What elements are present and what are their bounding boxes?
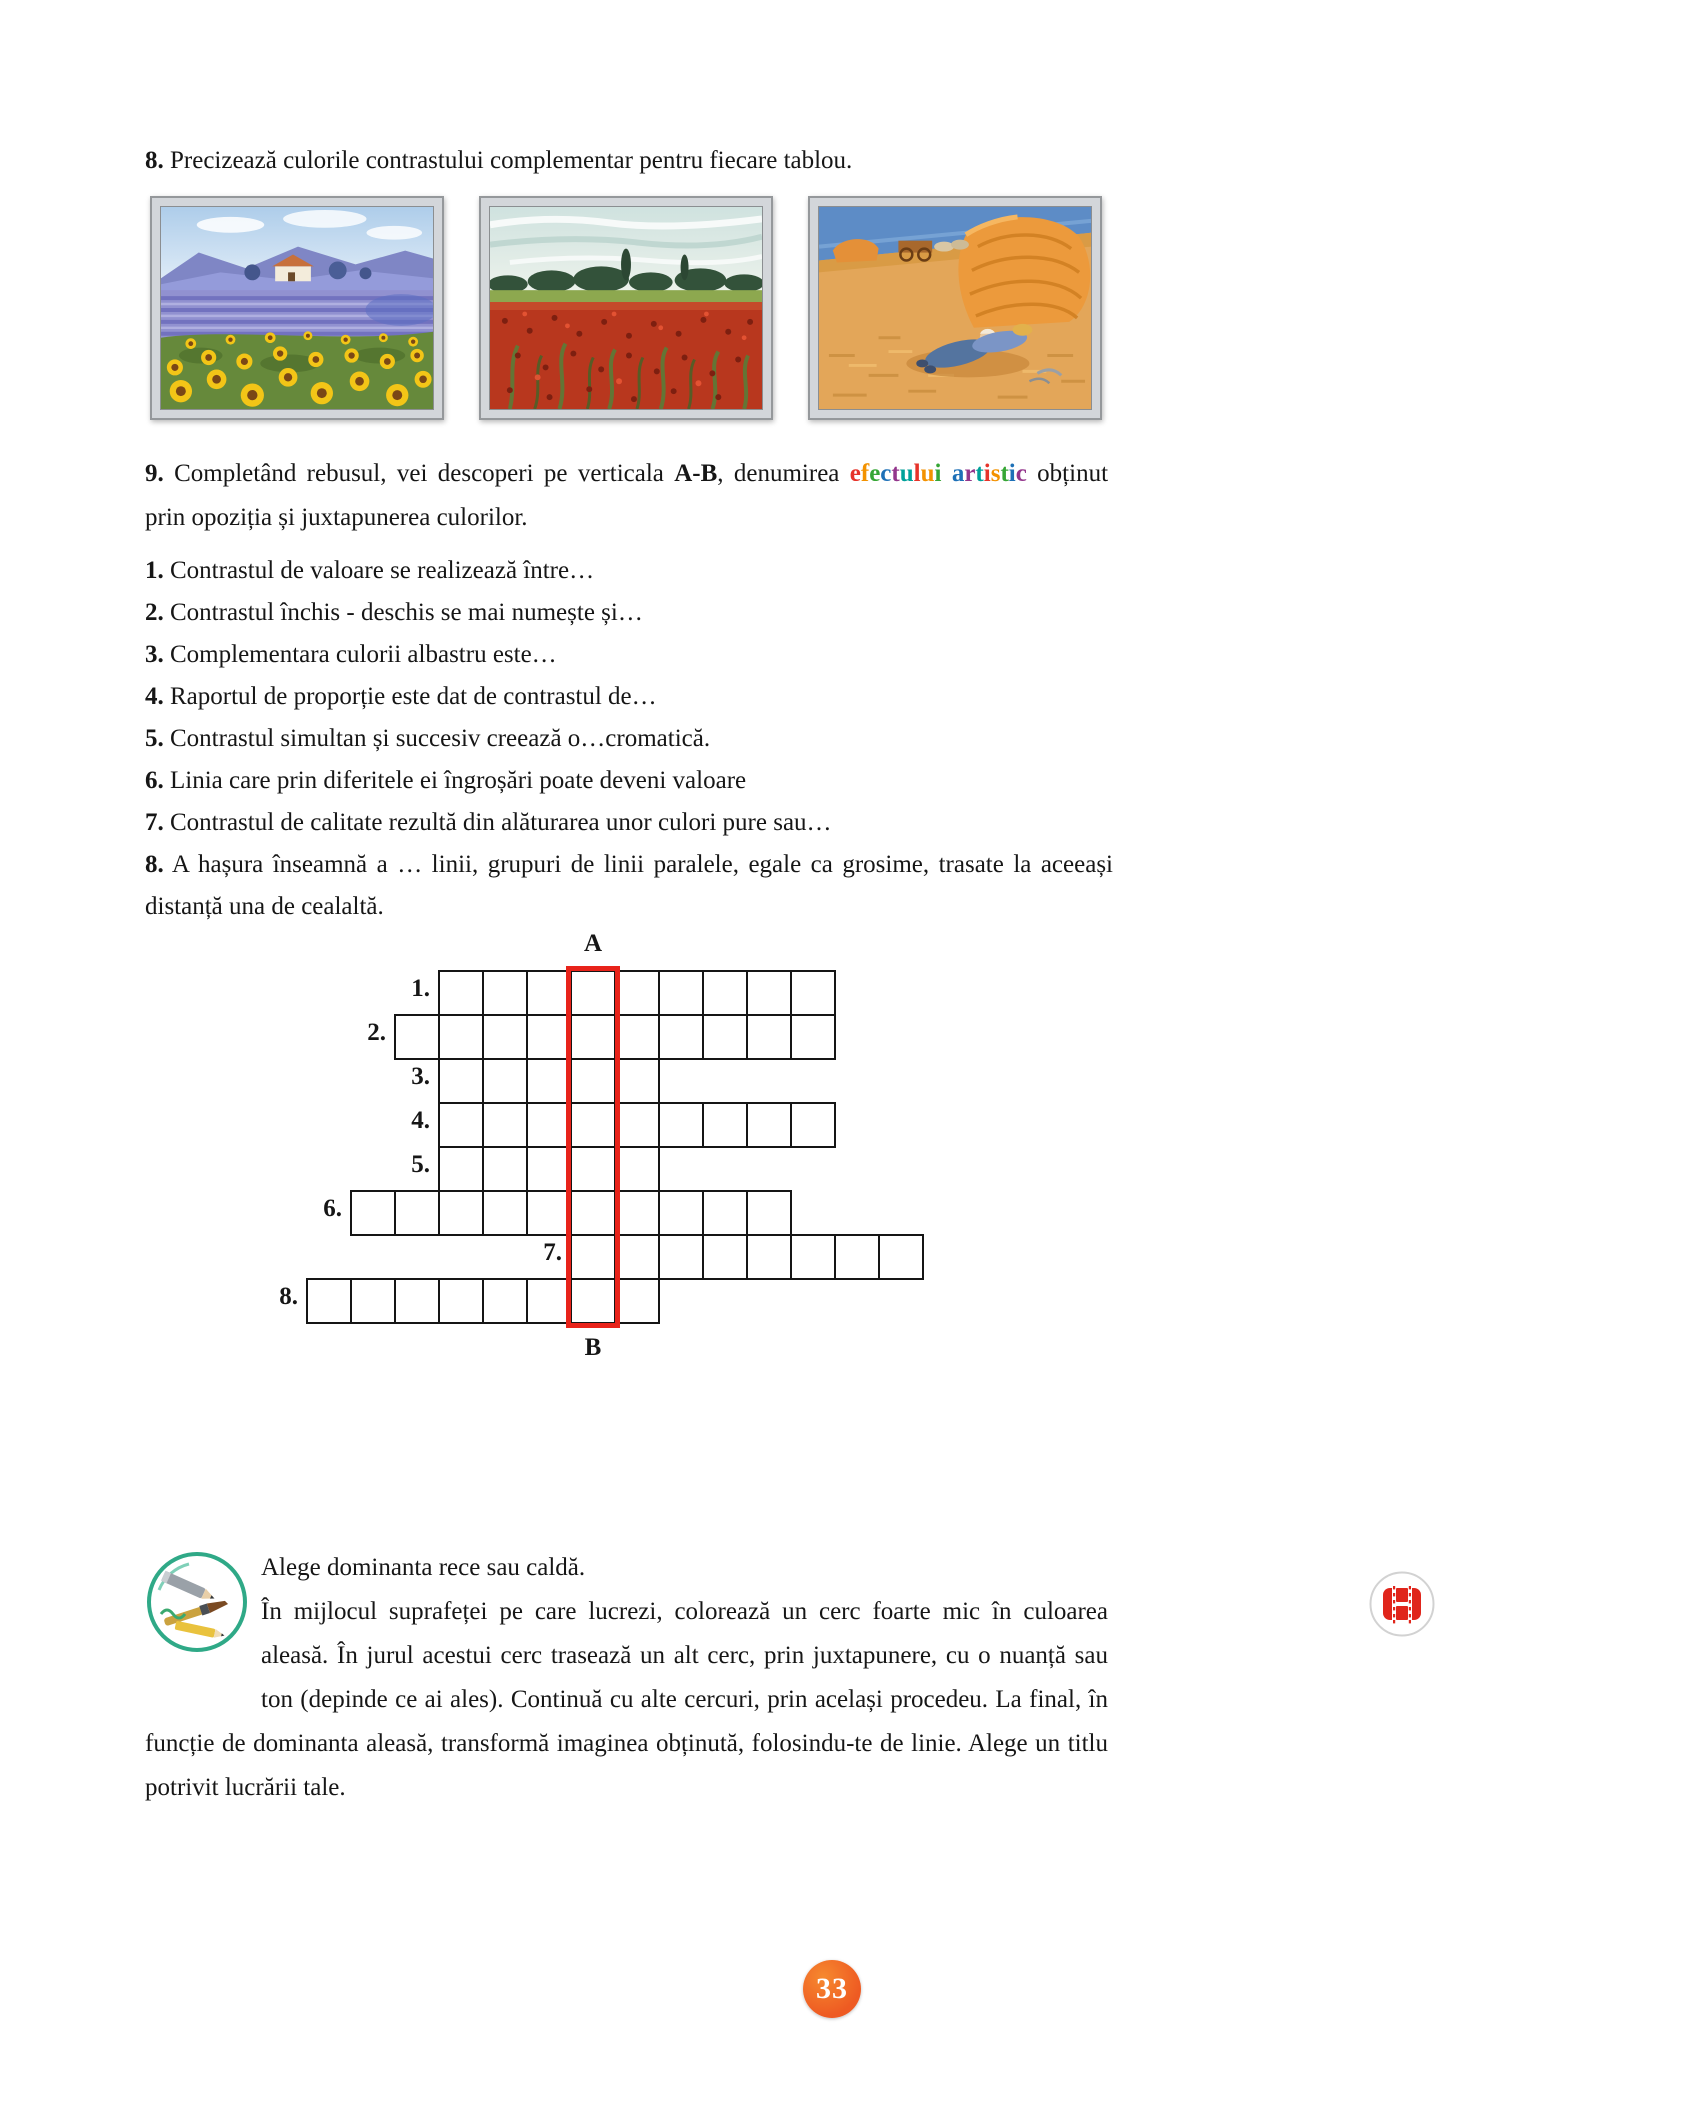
crossword-row-5	[438, 1146, 660, 1192]
clue-number: 6.	[145, 767, 164, 794]
clue-3	[145, 634, 1113, 676]
crossword-row-number: 6.	[323, 1195, 342, 1222]
crossword-cell[interactable]	[614, 1190, 660, 1236]
crossword-row-number: 1.	[411, 975, 430, 1002]
crossword-label-A: A	[583, 930, 603, 957]
painting-frame-1	[150, 196, 444, 420]
crossword-cell[interactable]	[790, 1234, 836, 1280]
clue-list	[145, 550, 1113, 928]
pencils-and-brush-icon	[145, 1550, 249, 1654]
exercise-9-text-before: Completând rebusul, vei descoperi pe verticala	[174, 460, 675, 487]
crossword-cell[interactable]	[394, 1278, 440, 1324]
crossword-cell[interactable]	[438, 1146, 484, 1192]
crossword-row-number: 5.	[411, 1151, 430, 1178]
crossword-cell[interactable]	[614, 1234, 660, 1280]
crossword-cell[interactable]	[790, 970, 836, 1016]
crossword-cell[interactable]	[790, 1014, 836, 1060]
crossword-cell[interactable]	[438, 1058, 484, 1104]
crossword-cell[interactable]	[658, 970, 704, 1016]
crossword-cell[interactable]	[482, 1102, 528, 1148]
clue-4	[145, 676, 1113, 718]
activity-icon-wrap	[145, 1546, 261, 1718]
page-number: 33	[816, 1972, 848, 2005]
clue-number: 8.	[145, 851, 164, 878]
page-number-badge	[803, 1960, 861, 2018]
clue-6	[145, 760, 1113, 802]
crossword-cell[interactable]	[614, 1102, 660, 1148]
crossword-cell[interactable]	[878, 1234, 924, 1280]
exercise-8-heading	[145, 140, 1135, 182]
clue-text: Contrastul simultan și succesiv creează o…cromatică.	[163, 725, 711, 752]
crossword-row-4	[438, 1102, 836, 1148]
activity-intro: Alege dominanta rece sau caldă.	[261, 1554, 586, 1581]
crossword-cell[interactable]	[482, 1058, 528, 1104]
crossword-cell[interactable]	[438, 1014, 484, 1060]
crossword-cell[interactable]	[658, 1102, 704, 1148]
crossword-cell[interactable]	[746, 1014, 792, 1060]
crossword-cell[interactable]	[482, 1190, 528, 1236]
crossword-cell[interactable]	[306, 1278, 352, 1324]
paintings-row	[150, 196, 1102, 420]
crossword-cell[interactable]	[834, 1234, 880, 1280]
crossword-cell[interactable]	[438, 1102, 484, 1148]
painting-frame-2	[479, 196, 773, 420]
colored-phrase: efectului artistic	[849, 460, 1027, 487]
painting-siesta-haystacks	[818, 206, 1092, 410]
film-strip-icon[interactable]	[1368, 1570, 1436, 1638]
clue-text: Raportul de proporție este dat de contrastul de…	[163, 683, 657, 710]
crossword-vertical-AB-column	[566, 966, 620, 1328]
crossword-cell[interactable]	[702, 1234, 748, 1280]
crossword-row-number: 3.	[411, 1063, 430, 1090]
crossword-cell[interactable]	[702, 1190, 748, 1236]
crossword-cell[interactable]	[614, 1146, 660, 1192]
clue-2	[145, 592, 1113, 634]
crossword-cell[interactable]	[702, 970, 748, 1016]
clue-number: 7.	[145, 809, 164, 836]
crossword-row-number: 7.	[543, 1239, 562, 1266]
crossword-cell[interactable]	[614, 1058, 660, 1104]
clue-number: 2.	[145, 599, 164, 626]
crossword-cell[interactable]	[790, 1102, 836, 1148]
crossword-cell[interactable]	[438, 970, 484, 1016]
crossword-cell[interactable]	[658, 1190, 704, 1236]
clue-text: A hașura înseamnă a … linii, grupuri de linii paralele, egale ca grosime, trasate la aceeași distanță una de cealaltă.	[145, 851, 1113, 920]
crossword-cell[interactable]	[438, 1278, 484, 1324]
video-link[interactable]	[1368, 1570, 1436, 1638]
crossword-cell[interactable]	[658, 1014, 704, 1060]
clue-text: Contrastul închis - deschis se mai numește și…	[163, 599, 643, 626]
crossword-cell[interactable]	[614, 1014, 660, 1060]
crossword-row-number: 4.	[411, 1107, 430, 1134]
crossword-cell[interactable]	[702, 1014, 748, 1060]
exercise-9-number: 9.	[145, 460, 164, 487]
vertical-ab-label: A-B	[674, 460, 718, 487]
crossword-label-B: B	[584, 1334, 602, 1361]
painting-lavender-field-with-sunflowers	[160, 206, 434, 410]
crossword-row-3	[438, 1058, 660, 1104]
crossword-cell[interactable]	[394, 1014, 440, 1060]
crossword-cell[interactable]	[394, 1190, 440, 1236]
clue-1	[145, 550, 1113, 592]
clue-text: Complementara culorii albastru este…	[163, 641, 557, 668]
painting-poppy-field	[489, 206, 763, 410]
crossword-cell[interactable]	[614, 1278, 660, 1324]
crossword-cell[interactable]	[482, 1146, 528, 1192]
crossword-cell[interactable]	[350, 1278, 396, 1324]
clue-5	[145, 718, 1113, 760]
exercise-9-text-after: obținut prin opoziția și juxtapunerea culorilor.	[145, 460, 1109, 531]
painting-frame-3	[808, 196, 1102, 420]
crossword-cell[interactable]	[746, 1234, 792, 1280]
clue-7	[145, 802, 1113, 844]
crossword-cell[interactable]	[702, 1102, 748, 1148]
clue-text: Contrastul de valoare se realizează între…	[163, 557, 595, 584]
crossword-row-number: 2.	[367, 1019, 386, 1046]
crossword-row-7	[570, 1234, 924, 1280]
clue-8	[145, 844, 1113, 928]
clue-text: Contrastul de calitate rezultă din alăturarea unor culori pure sau…	[163, 809, 832, 836]
crossword-cell[interactable]	[746, 1102, 792, 1148]
crossword-cell[interactable]	[614, 970, 660, 1016]
crossword-row-1	[438, 970, 836, 1016]
activity-body: În mijlocul suprafeței pe care lucrezi, colorează un cerc foarte mic în culoarea aleasă. În jurul acestui cerc trasează un alt cerc, prin juxtapunere, cu o nuanță sau ton (depinde ce ai ales). Continuă cu alte cercuri, prin același procedeu. La final, în funcție de dominanta aleasă, transformă imaginea obținută, folosindu-te de linie. Alege un titlu potrivit lucrării tale.	[145, 1598, 1108, 1801]
clue-number: 5.	[145, 725, 164, 752]
clue-text: Linia care prin diferitele ei îngroșări poate deveni valoare	[163, 767, 747, 794]
crossword-cell[interactable]	[746, 970, 792, 1016]
clue-number: 4.	[145, 683, 164, 710]
crossword-cell[interactable]	[746, 1190, 792, 1236]
activity-section	[145, 1546, 1108, 1810]
exercise-9-text-mid: , denumirea	[717, 460, 850, 487]
crossword-cell[interactable]	[482, 1014, 528, 1060]
crossword-cell[interactable]	[438, 1190, 484, 1236]
crossword-cell[interactable]	[350, 1190, 396, 1236]
crossword-cell[interactable]	[482, 1278, 528, 1324]
crossword-row-number: 8.	[279, 1283, 298, 1310]
exercise-8-text: Precizează culorile contrastului complementar pentru fiecare tablou.	[170, 147, 853, 174]
crossword-cell[interactable]	[658, 1234, 704, 1280]
clue-number: 1.	[145, 557, 164, 584]
exercise-9-intro	[145, 452, 1108, 540]
clue-number: 3.	[145, 641, 164, 668]
crossword-cell[interactable]	[482, 970, 528, 1016]
exercise-8-number: 8.	[145, 147, 164, 174]
